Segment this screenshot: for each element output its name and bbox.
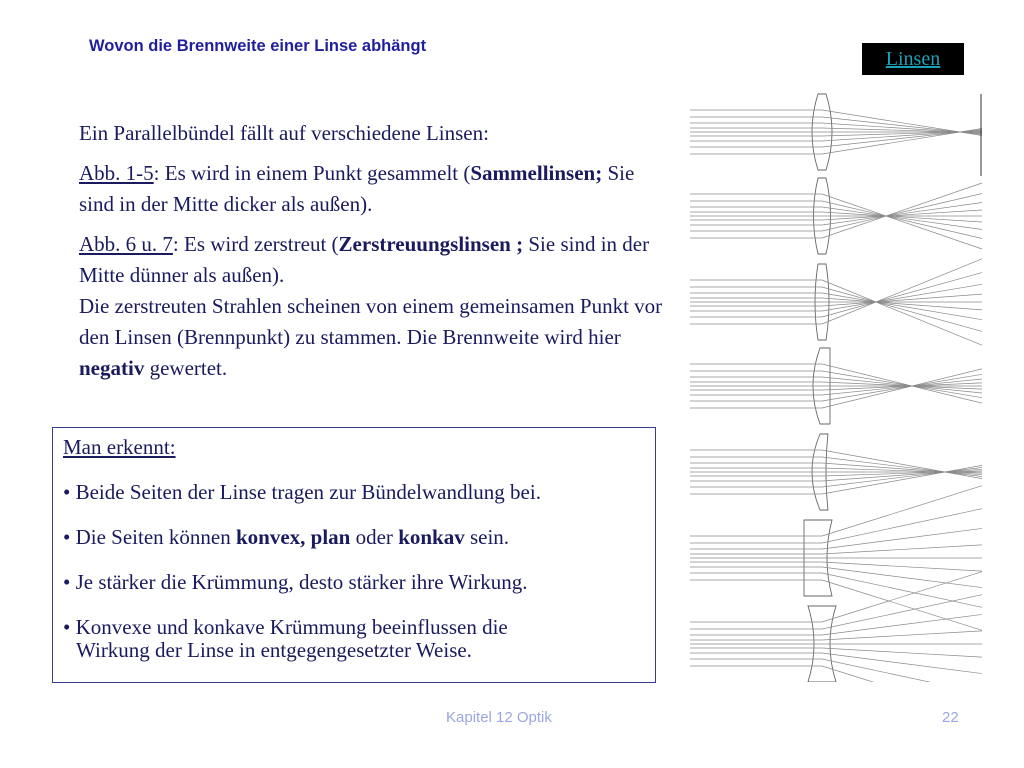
bullet-2-start: • Die Seiten können (63, 525, 236, 549)
nav-linsen-link[interactable]: Linsen (885, 47, 941, 70)
summary-bullet-1: • Beide Seiten der Linse tragen zur Bündelwandlung bei. (63, 480, 541, 504)
convex-paragraph (79, 158, 669, 220)
intro-paragraph: Ein Parallelbündel fällt auf verschiedene Linsen: (79, 121, 489, 145)
diverging-lens-term: Zerstreuungslinsen ; (338, 232, 524, 256)
concave-text: : Es wird zerstreut ( (172, 232, 339, 256)
summary-heading: Man erkennt: (63, 435, 176, 459)
fig-6-7-link[interactable]: Abb. 6 u. 7 (79, 232, 173, 256)
converging-lens-term: Sammellinsen; (470, 161, 603, 185)
outgoing-ray (822, 201, 982, 239)
concave-text-end: Sie sind in der Mitte dünner als außen). (79, 232, 650, 287)
nav-linsen-box[interactable] (862, 43, 964, 75)
summary-bullet-3: • Je stärker die Krümmung, desto stärker ihre Wirkung. (63, 570, 528, 594)
outgoing-ray (822, 509, 982, 543)
outgoing-ray (822, 194, 982, 232)
convex-plan-term: konvex, plan (235, 525, 351, 549)
outgoing-ray (822, 666, 982, 682)
negative-focal-paragraph (79, 291, 669, 384)
outgoing-ray (822, 486, 982, 536)
bullet-2-end: sein. (464, 525, 510, 549)
outgoing-ray (822, 377, 982, 393)
convex-text: : Es wird in einem Punkt gesammelt ( (153, 161, 471, 185)
outgoing-ray (822, 465, 982, 494)
negative-focal-end: gewertet. (144, 356, 228, 380)
footer-chapter: Kapitel 12 Optik (446, 709, 552, 726)
outgoing-ray (822, 273, 982, 317)
outgoing-ray (822, 572, 982, 622)
concave-paragraph (79, 229, 669, 291)
bullet-2-mid: oder (350, 525, 399, 549)
slide-title: Wovon die Brennweite einer Linse abhängt (89, 37, 427, 55)
outgoing-ray (822, 284, 982, 311)
bullet-4-line-2: Wirkung der Linse in entgegengesetzter Weise. (76, 638, 472, 662)
summary-box (52, 427, 656, 683)
negative-focal-text: Die zerstreuten Strahlen scheinen von einem gemeinsamen Punkt vor den Linsen (Brennpunkt) zu stammen. Die Brennweite wird hier (79, 294, 663, 349)
summary-bullet-4 (63, 616, 645, 662)
negative-term: negativ (79, 356, 145, 380)
outgoing-ray (822, 595, 982, 629)
lens-ray-diagrams (690, 90, 984, 682)
outgoing-ray (822, 259, 982, 324)
outgoing-ray (822, 379, 982, 395)
main-text (79, 118, 669, 393)
fig-1-5-link[interactable]: Abb. 1-5 (79, 161, 154, 185)
outgoing-ray (822, 280, 982, 345)
outgoing-ray (822, 287, 982, 331)
summary-bullet-2 (63, 526, 645, 549)
outgoing-ray (822, 383, 982, 390)
outgoing-ray (822, 293, 982, 320)
convex-text-end: Sie sind in der Mitte dicker als außen). (79, 161, 635, 216)
concave-term: konkav (398, 525, 465, 549)
outgoing-ray (822, 450, 982, 479)
outgoing-ray (822, 580, 982, 630)
outgoing-ray (822, 382, 982, 389)
bullet-4-line-1: • Konvexe und konkave Krümmung beeinflussen die (63, 615, 508, 639)
footer-page-number: 22 (942, 709, 959, 726)
outgoing-ray (822, 573, 982, 607)
